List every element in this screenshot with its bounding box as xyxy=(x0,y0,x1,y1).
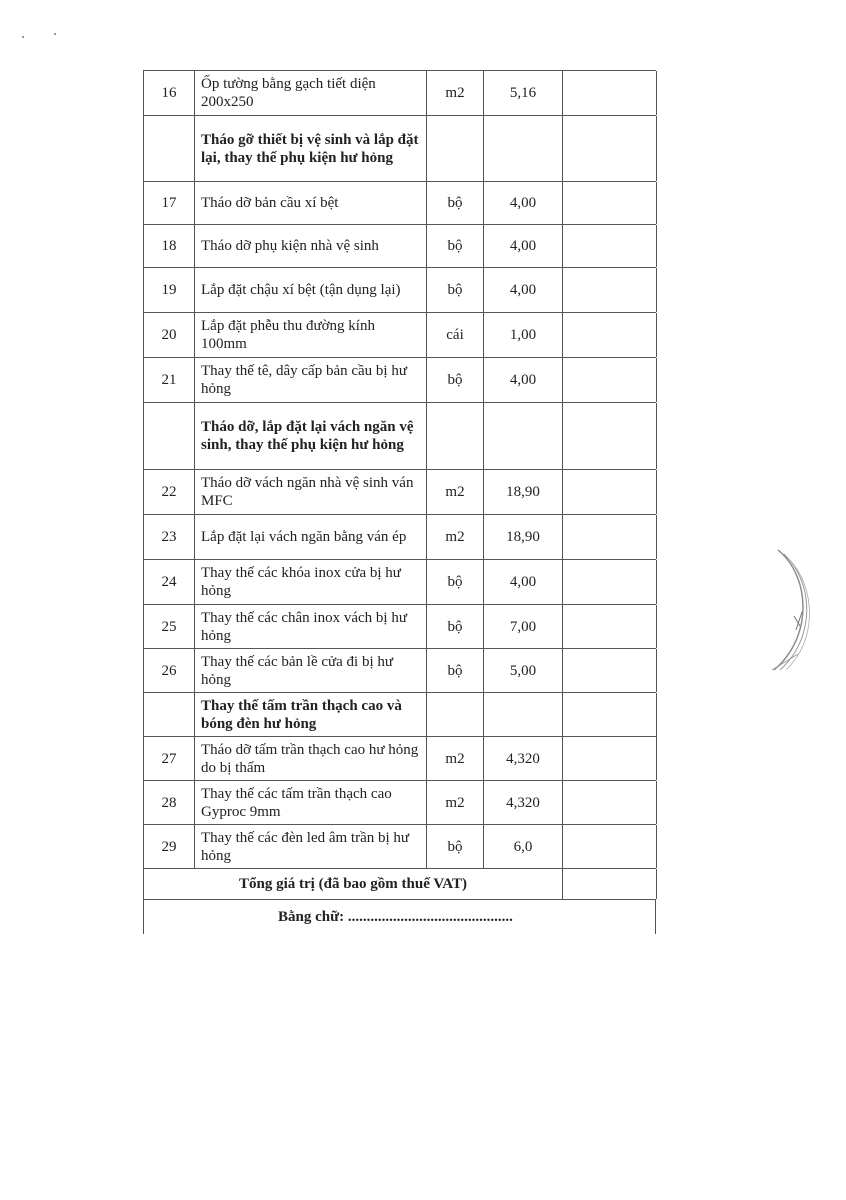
item-description: Ốp tường bằng gạch tiết diện 200x250 xyxy=(195,71,427,115)
item-amount xyxy=(563,116,657,181)
item-unit: bộ xyxy=(427,649,484,692)
section-heading: Tháo dỡ, lắp đặt lại vách ngăn vệ sinh, thay thế phụ kiện hư hỏng xyxy=(195,403,427,469)
item-quantity: 4,00 xyxy=(484,268,563,312)
table-row xyxy=(143,182,656,225)
item-amount xyxy=(563,737,657,780)
item-unit: cái xyxy=(427,313,484,357)
item-quantity: 4,320 xyxy=(484,781,563,824)
table-row xyxy=(143,470,656,515)
item-description: Lắp đặt lại vách ngăn bằng ván ép xyxy=(195,515,427,559)
item-amount xyxy=(563,560,657,604)
item-quantity: 4,00 xyxy=(484,182,563,224)
item-description: Lắp đặt phễu thu đường kính 100mm xyxy=(195,313,427,357)
item-quantity xyxy=(484,403,563,469)
item-quantity: 1,00 xyxy=(484,313,563,357)
item-number: 18 xyxy=(144,225,195,267)
item-unit: m2 xyxy=(427,71,484,115)
item-unit: m2 xyxy=(427,781,484,824)
table-row xyxy=(143,358,656,403)
item-amount xyxy=(563,225,657,267)
total-value-cell xyxy=(563,869,657,899)
section-heading: Tháo gỡ thiết bị vệ sinh và lắp đặt lại, thay thế phụ kiện hư hỏng xyxy=(195,116,427,181)
table-row xyxy=(143,313,656,358)
item-quantity: 6,0 xyxy=(484,825,563,868)
table-row xyxy=(143,225,656,268)
item-quantity: 18,90 xyxy=(484,515,563,559)
item-amount xyxy=(563,649,657,692)
scan-speck xyxy=(54,33,56,35)
item-number: 24 xyxy=(144,560,195,604)
item-quantity xyxy=(484,116,563,181)
item-unit: bộ xyxy=(427,825,484,868)
section-heading-row xyxy=(143,403,656,470)
item-unit: bộ xyxy=(427,182,484,224)
item-number xyxy=(144,403,195,469)
item-unit: bộ xyxy=(427,268,484,312)
item-amount xyxy=(563,268,657,312)
table-row xyxy=(143,825,656,869)
item-description: Tháo dỡ vách ngăn nhà vệ sinh ván MFC xyxy=(195,470,427,514)
item-number: 20 xyxy=(144,313,195,357)
scan-speck xyxy=(22,36,24,38)
item-number: 16 xyxy=(144,71,195,115)
item-amount xyxy=(563,358,657,402)
item-number: 17 xyxy=(144,182,195,224)
item-unit xyxy=(427,403,484,469)
item-unit xyxy=(427,693,484,737)
item-quantity: 4,00 xyxy=(484,225,563,267)
item-amount xyxy=(563,781,657,824)
item-number: 23 xyxy=(144,515,195,559)
item-amount xyxy=(563,693,657,737)
item-unit: m2 xyxy=(427,515,484,559)
item-quantity: 7,00 xyxy=(484,605,563,648)
item-amount xyxy=(563,470,657,514)
section-heading: Thay thế tấm trần thạch cao và bóng đèn hư hỏng xyxy=(195,693,427,737)
item-unit xyxy=(427,116,484,181)
table-row xyxy=(143,605,656,649)
section-heading-row xyxy=(143,116,656,182)
item-quantity: 4,320 xyxy=(484,737,563,780)
item-number xyxy=(144,116,195,181)
item-amount xyxy=(563,71,657,115)
section-heading-row xyxy=(143,693,656,737)
total-row xyxy=(143,869,656,900)
item-number: 26 xyxy=(144,649,195,692)
item-unit: bộ xyxy=(427,225,484,267)
item-amount xyxy=(563,605,657,648)
item-number: 19 xyxy=(144,268,195,312)
item-amount xyxy=(563,313,657,357)
item-amount xyxy=(563,182,657,224)
item-number: 28 xyxy=(144,781,195,824)
item-description: Tháo dỡ tấm trần thạch cao hư hỏng do bị thấm xyxy=(195,737,427,780)
item-unit: m2 xyxy=(427,737,484,780)
item-unit: bộ xyxy=(427,560,484,604)
item-unit: bộ xyxy=(427,358,484,402)
item-amount xyxy=(563,515,657,559)
item-quantity: 4,00 xyxy=(484,560,563,604)
amount-in-words: Bằng chữ: ............................................ xyxy=(143,900,656,934)
item-amount xyxy=(563,403,657,469)
item-quantity: 5,00 xyxy=(484,649,563,692)
item-number: 29 xyxy=(144,825,195,868)
item-number: 25 xyxy=(144,605,195,648)
stamp-mark xyxy=(768,546,820,674)
total-label: Tổng giá trị (đã bao gồm thuế VAT) xyxy=(144,869,563,899)
item-description: Lắp đặt chậu xí bệt (tận dụng lại) xyxy=(195,268,427,312)
item-amount xyxy=(563,825,657,868)
item-description: Thay thế các tấm trần thạch cao Gyproc 9mm xyxy=(195,781,427,824)
item-description: Thay thế tê, dây cấp bản cầu bị hư hỏng xyxy=(195,358,427,402)
item-unit: bộ xyxy=(427,605,484,648)
item-number: 21 xyxy=(144,358,195,402)
table-row xyxy=(143,515,656,560)
table-body xyxy=(143,71,656,869)
item-quantity xyxy=(484,693,563,737)
item-description: Thay thế các đèn led âm trần bị hư hỏng xyxy=(195,825,427,868)
item-description: Tháo dỡ phụ kiện nhà vệ sinh xyxy=(195,225,427,267)
table-row xyxy=(143,649,656,693)
item-number: 27 xyxy=(144,737,195,780)
table-row xyxy=(143,71,656,116)
item-number: 22 xyxy=(144,470,195,514)
item-quantity: 18,90 xyxy=(484,470,563,514)
table-row xyxy=(143,737,656,781)
table-row xyxy=(143,781,656,825)
item-description: Thay thế các khóa inox cửa bị hư hỏng xyxy=(195,560,427,604)
item-description: Tháo dỡ bản cầu xí bệt xyxy=(195,182,427,224)
item-description: Thay thế các chân inox vách bị hư hỏng xyxy=(195,605,427,648)
item-unit: m2 xyxy=(427,470,484,514)
table-row xyxy=(143,268,656,313)
item-number xyxy=(144,693,195,737)
table-row xyxy=(143,560,656,605)
item-quantity: 4,00 xyxy=(484,358,563,402)
item-quantity: 5,16 xyxy=(484,71,563,115)
quantity-table xyxy=(143,70,656,934)
item-description: Thay thế các bản lề cửa đi bị hư hỏng xyxy=(195,649,427,692)
